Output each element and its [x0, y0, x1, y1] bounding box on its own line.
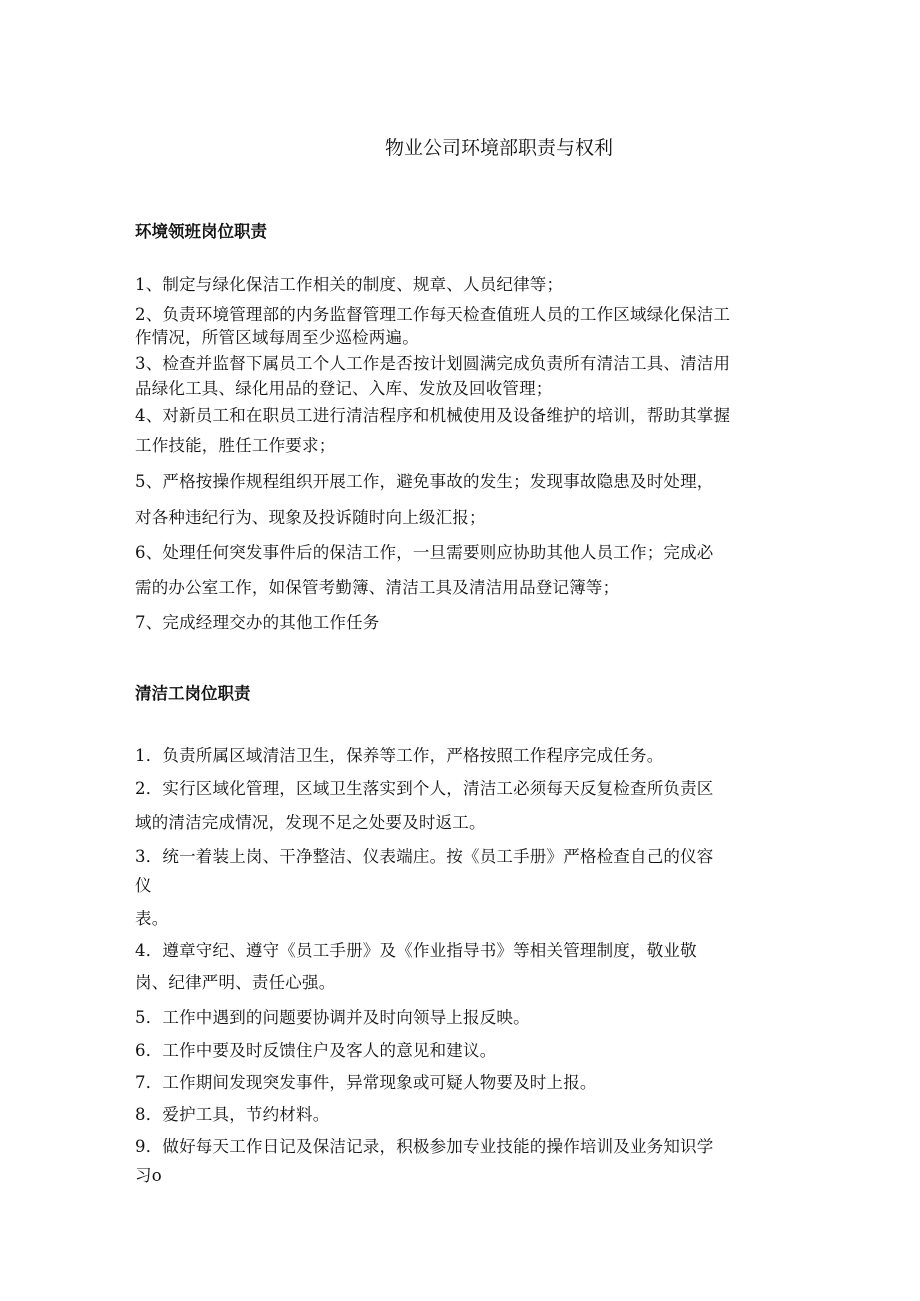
cleaner-duty-line: 表。: [135, 909, 169, 928]
cleaner-duty-line: 习o: [135, 1166, 162, 1185]
leader-duty-line: 需的办公室工作，如保管考勤簿、清洁工具及清洁用品登记簿等；: [135, 578, 620, 597]
leader-duty-line: 对各种违纪行为、现象及投诉随时向上级汇报；: [135, 508, 486, 527]
section-heading-cleaner: 清洁工岗位职责: [135, 684, 251, 703]
document-title: 物业公司环境部职责与权利: [385, 137, 614, 159]
cleaner-duty-line: 6．工作中要及时反馈住户及客人的意见和建议。: [135, 1041, 497, 1060]
cleaner-duty-line: 7．工作期间发现突发事件，异常现象或可疑人物要及时上报。: [135, 1073, 597, 1092]
leader-duty-line: 品绿化工具、绿化用品的登记、入库、发放及回收管理；: [135, 379, 553, 398]
leader-duty-line: 4、对新员工和在职员工进行清洁程序和机械使用及设备维护的培训，帮助其掌握: [135, 406, 731, 425]
cleaner-duty-line: 5．工作中遇到的问题要协调并及时向领导上报反映。: [135, 1008, 530, 1027]
cleaner-duty-line: 2．实行区域化管理，区域卫生落实到个人，清洁工必须每天反复检查所负责区: [135, 779, 714, 798]
leader-duty-line: 2、负责环境管理部的内务监督管理工作每天检查值班人员的工作区域绿化保洁工: [135, 305, 731, 324]
leader-duty-line: 6、处理任何突发事件后的保洁工作，一旦需要则应协助其他人员工作；完成必: [135, 543, 714, 562]
cleaner-duty-line: 域的清洁完成情况，发现不足之处要及时返工。: [135, 813, 486, 832]
cleaner-duty-line: 8．爱护工具，节约材料。: [135, 1105, 330, 1124]
leader-duty-line: 7、完成经理交办的其他工作任务: [135, 613, 380, 632]
cleaner-duty-line: 3．统一着装上岗、干净整洁、仪表端庄。按《员工手册》严格检查自己的仪容: [135, 847, 714, 866]
cleaner-duty-line: 4．遵章守纪、遵守《员工手册》及《作业指导书》等相关管理制度，敬业敬: [135, 941, 697, 960]
leader-duty-line: 作情况，所管区域每周至少巡检两遍。: [135, 328, 419, 347]
cleaner-duty-line: 9．做好每天工作日记及保洁记录，积极参加专业技能的操作培训及业务知识学: [135, 1137, 714, 1156]
leader-duty-line: 1、制定与绿化保洁工作相关的制度、规章、人员纪律等；: [135, 275, 564, 294]
leader-duty-line: 5、严格按操作规程组织开展工作，避免事故的发生；发现事故隐患及时处理，: [135, 472, 714, 491]
section-heading-leader: 环境领班岗位职责: [135, 222, 267, 241]
leader-duty-line: 工作技能，胜任工作要求；: [135, 436, 336, 455]
cleaner-duty-line: 1．负责所属区域清洁卫生，保养等工作，严格按照工作程序完成任务。: [135, 746, 664, 765]
cleaner-duty-line: 岗、纪律严明、责任心强。: [135, 973, 336, 992]
cleaner-duty-line: 仪: [135, 876, 152, 895]
leader-duty-line: 3、检查并监督下属员工个人工作是否按计划圆满完成负责所有清洁工具、清洁用: [135, 354, 731, 373]
